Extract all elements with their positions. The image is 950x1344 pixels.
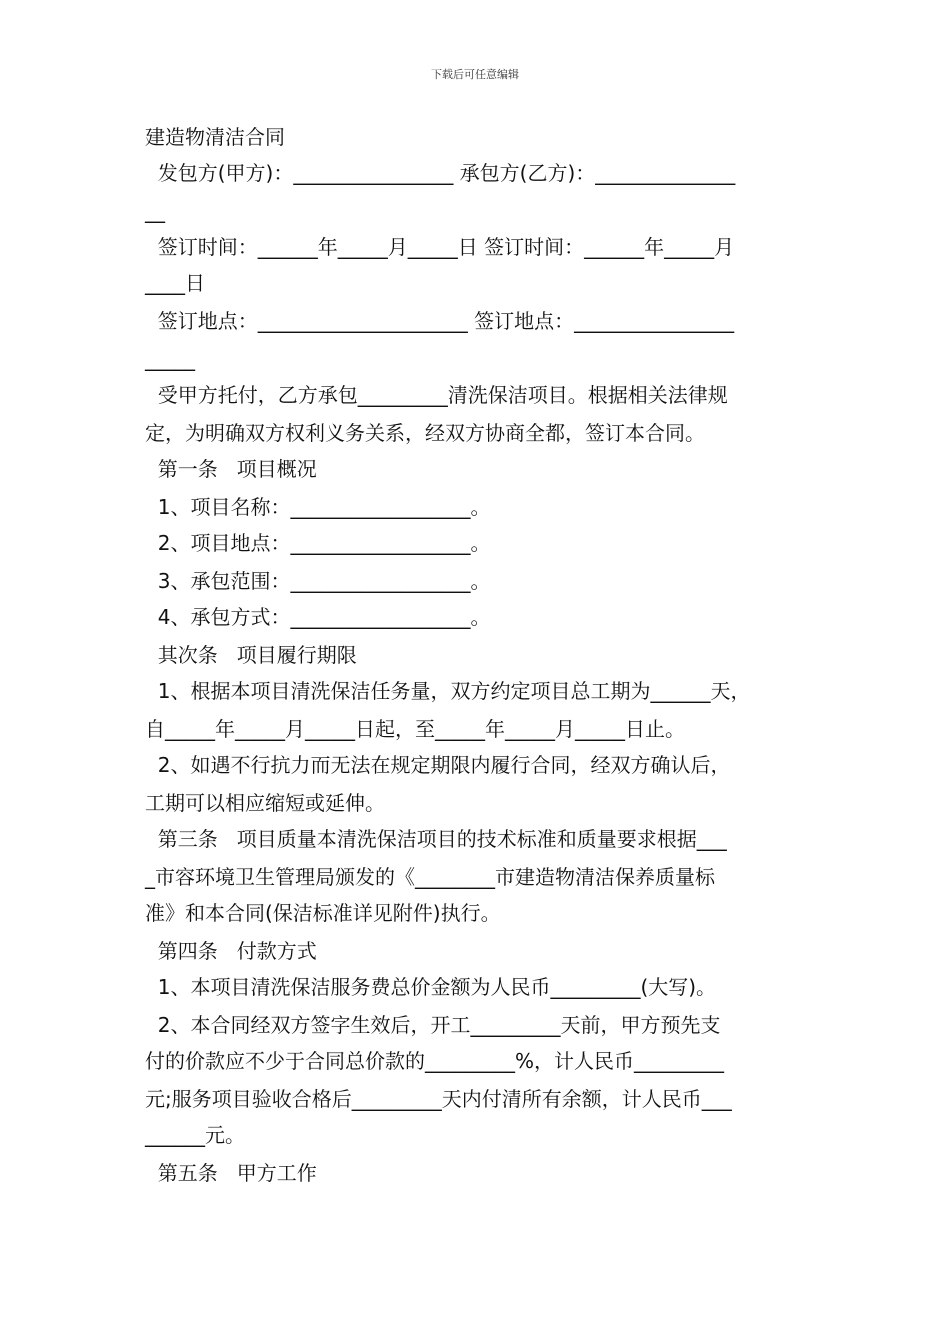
article-4-clause-2-line-2: 付的价款应不少于合同总价款的_________%，计人民币_________	[145, 1049, 725, 1073]
article-3-line-3: 准》和本合同(保洁标准详见附件)执行。	[145, 901, 501, 925]
article-2-clause-1-line-2: 自_____年_____月_____日起，至_____年_____月_____日止。	[145, 717, 685, 741]
document-title: 建造物清洁合同	[145, 125, 285, 149]
contract-scope-item: 3、承包范围：__________________。	[145, 569, 491, 593]
article-5-heading: 第五条 甲方工作	[145, 1161, 317, 1185]
article-4-clause-1: 1、本项目清洗保洁服务费总价金额为人民币_________(大写)。	[145, 975, 717, 999]
article-1-heading: 第一条 项目概况	[145, 457, 317, 481]
signing-time-continued: ____日	[145, 271, 205, 295]
article-2-clause-1-line-1: 1、根据本项目清洗保洁任务量，双方约定项目总工期为______天，	[145, 679, 751, 703]
project-name-item: 1、项目名称：__________________。	[145, 495, 491, 519]
contract-method-item: 4、承包方式：__________________。	[145, 605, 491, 629]
signing-place-continued: _____	[145, 347, 195, 371]
article-4-clause-2-line-1: 2、本合同经双方签字生效后，开工_________天前，甲方预先支	[145, 1013, 721, 1037]
party-a-b-line: 发包方(甲方)：________________ 承包方(乙方)：______________	[145, 161, 736, 185]
article-2-clause-2-line-1: 2、如遇不行抗力而无法在规定期限内履行合同，经双方确认后，	[145, 753, 731, 777]
signing-place-line: 签订地点：_____________________ 签订地点：________________	[145, 309, 735, 333]
article-3-line-2: _市容环境卫生管理局颁发的《________市建造物清洁保养质量标	[145, 865, 715, 889]
article-4-clause-2-line-3: 元;服务项目验收合格后_________天内付清所有余额，计人民币___	[145, 1087, 732, 1111]
article-2-clause-2-line-2: 工期可以相应缩短或延伸。	[145, 791, 385, 815]
page-header: 下载后可任意编辑	[431, 68, 519, 81]
article-3-line-1: 第三条 项目质量本清洗保洁项目的技术标准和质量要求根据___	[145, 827, 727, 851]
article-4-heading: 第四条 付款方式	[145, 939, 317, 963]
article-2-heading: 其次条 项目履行期限	[145, 643, 357, 667]
intro-paragraph-line-1: 受甲方托付，乙方承包_________清洗保洁项目。根据相关法律规	[145, 383, 728, 407]
party-line-continued: __	[145, 199, 165, 223]
article-4-clause-2-line-4: ______元。	[145, 1123, 245, 1147]
signing-time-line: 签订时间：______年_____月_____日 签订时间：______年_____月	[145, 235, 735, 259]
project-location-item: 2、项目地点：__________________。	[145, 531, 491, 555]
intro-paragraph-line-2: 定，为明确双方权利义务关系，经双方协商全都，签订本合同。	[145, 421, 705, 445]
